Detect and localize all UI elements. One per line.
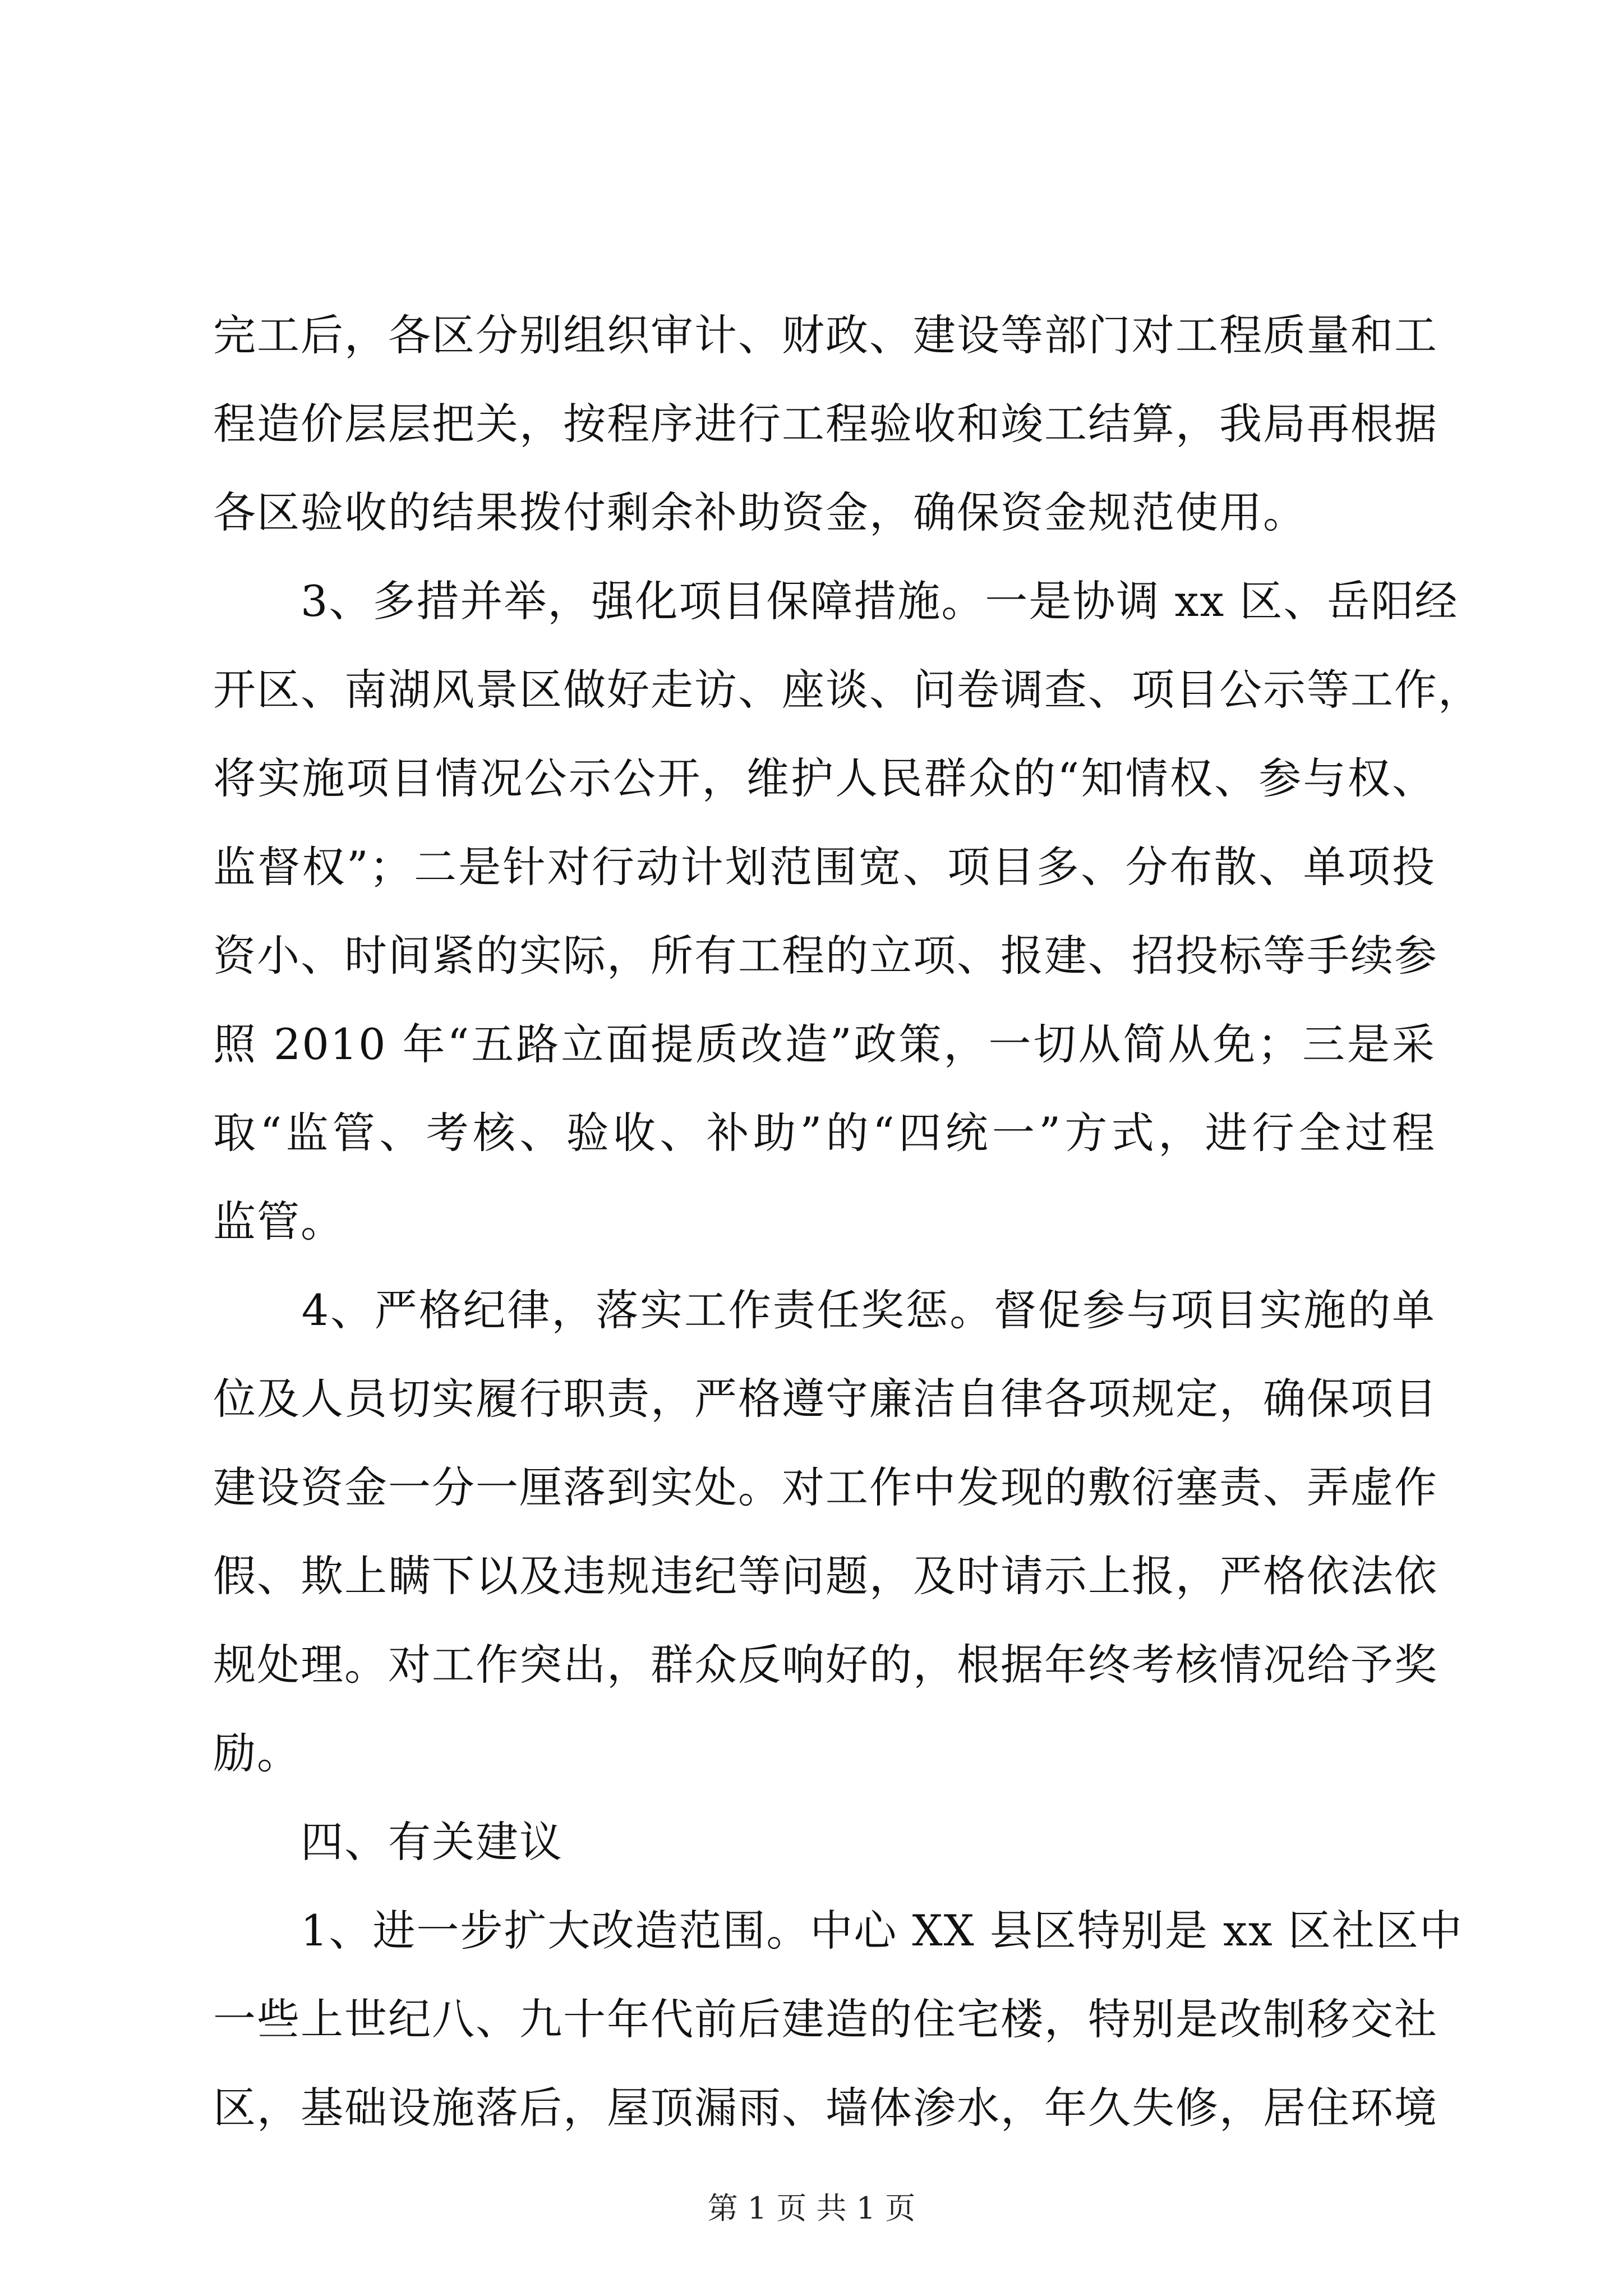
text-line: 建设资金一分一厘落到实处。对工作中发现的敷衍塞责、弄虚作 <box>213 1462 1438 1512</box>
text-line: 取“监管、考核、验收、补助”的“四统一”方式，进行全过程 <box>213 1108 1436 1158</box>
text-line: 开区、南湖风景区做好走访、座谈、问卷调查、项目公示等工作， <box>213 665 1482 715</box>
text-line: 一些上世纪八、九十年代前后建造的住宅楼，特别是改制移交社 <box>213 1994 1438 2044</box>
text-line: 资小、时间紧的实际，所有工程的立项、报建、招投标等手续参 <box>213 931 1438 981</box>
text-line: 完工后，各区分别组织审计、财政、建设等部门对工程质量和工 <box>213 310 1438 360</box>
section-heading: 四、有关建议 <box>213 1817 563 1867</box>
text-line: 4、严格纪律，落实工作责任奖惩。督促参与项目实施的单 <box>213 1285 1436 1335</box>
text-line: 位及人员切实履行职责，严格遵守廉洁自律各项规定，确保项目 <box>213 1374 1438 1424</box>
page-footer: 第 1 页 共 1 页 <box>707 2191 916 2226</box>
text-line: 假、欺上瞒下以及违规违纪等问题，及时请示上报，严格依法依 <box>213 1551 1438 1601</box>
text-line: 励。 <box>213 1728 301 1778</box>
text-line: 3、多措并举，强化项目保障措施。一是协调 xx 区、岳阳经 <box>213 576 1459 626</box>
text-line: 将实施项目情况公示公开，维护人民群众的“知情权、参与权、 <box>213 753 1436 803</box>
text-line: 1、进一步扩大改造范围。中心 XX 县区特别是 xx 区社区中 <box>213 1906 1463 1955</box>
text-line: 规处理。对工作突出，群众反响好的，根据年终考核情况给予奖 <box>213 1640 1438 1690</box>
text-line: 监督权”；二是针对行动计划范围宽、项目多、分布散、单项投 <box>213 842 1436 892</box>
text-line: 监管。 <box>213 1197 344 1246</box>
text-line: 区，基础设施落后，屋顶漏雨、墙体渗水，年久失修，居住环境 <box>213 2083 1438 2133</box>
text-line: 各区验收的结果拨付剩余补助资金，确保资金规范使用。 <box>213 487 1307 537</box>
text-line: 程造价层层把关，按程序进行工程验收和竣工结算，我局再根据 <box>213 399 1438 449</box>
text-line: 照 2010 年“五路立面提质改造”政策，一切从简从免；三是采 <box>213 1019 1436 1069</box>
